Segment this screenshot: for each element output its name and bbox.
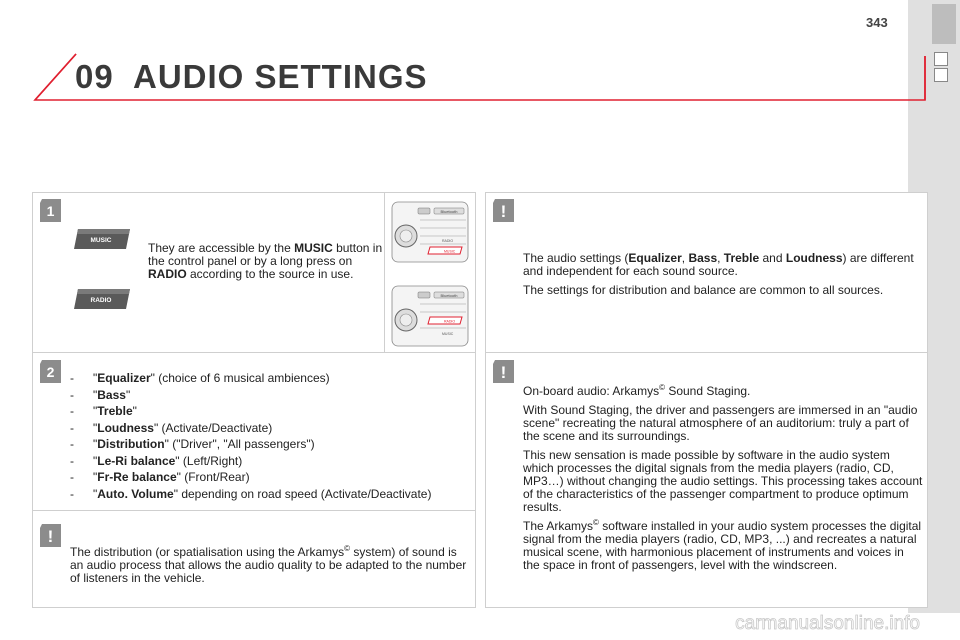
svg-text:!: ! [47,527,54,546]
svg-text:MUSIC: MUSIC [90,237,112,244]
control-panel-music-illustration [390,198,470,266]
divider [33,510,475,511]
svg-text:RADIO: RADIO [444,319,456,324]
list-item: - "Treble" [70,404,137,418]
warning-icon [491,358,516,385]
svg-text:MUSIC: MUSIC [442,332,454,336]
list-item: - "Fr-Re balance" (Front/Rear) [70,470,250,484]
list-item: - "Auto. Volume" depending on road speed (Activate/Deactivate) [70,486,432,501]
list-item: - "Loudness" (Activate/Deactivate) [70,420,273,435]
svg-text:!: ! [500,202,507,221]
arkamys-note: On-board audio: Arkamys© Sound Staging. With Sound Staging, the driver and passengers are immersed in an "audio scene" recreating the natural atmosphere of an auditorium: truly a part of the scene and its surroundings. This new sensation is made possible by software in the audio system which processes the digital signals from the media players (radio, CD, MP3…) without changing the audio settings. This processing takes account of the characteristics of the passenger compartment to produce optimum results. The Arkamys© software installed in your audio system processes the digital signal from the media players (radio, CD, MP3, ...) and recreates a natural musical scene, with harmonious placement of instruments and voices in the space in front of passengers, level with the windscreen. [523,383,923,572]
step-1-badge [38,197,63,224]
control-panel-radio-illustration [390,282,470,350]
list-item: - "Equalizer" (choice of 6 musical ambiences) [70,371,330,385]
svg-text:Bluetooth: Bluetooth [440,209,458,214]
svg-text:2: 2 [46,364,55,380]
distribution-note: The distribution (or spatialisation using the Arkamys© system) of sound is an audio process that allows the audio quality to be adapted to the number of listeners in the vehicle. [70,544,467,585]
settings-list [70,370,470,502]
divider [486,352,927,353]
music-button-icon [72,226,132,252]
divider [33,352,475,353]
svg-text:Bluetooth: Bluetooth [440,293,458,298]
svg-text:RADIO: RADIO [442,239,454,243]
chapter-title: AUDIO SETTINGS [133,58,428,95]
svg-text:!: ! [500,363,507,382]
list-item: - "Bass" [70,387,131,402]
step-2-badge [38,358,63,385]
list-item: - "Le-Ri balance" (Left/Right) [70,453,243,468]
svg-text:MUSIC: MUSIC [444,249,456,254]
warning-icon [38,522,63,549]
warning-icon [491,197,516,224]
audio-settings-note: The audio settings (Equalizer, Bass, Treble and Loudness) are different and independent for each sound source. The settings for distribution and balance are common to all sources. [523,251,914,297]
watermark [570,610,930,634]
svg-text:carmanualsonline.info: carmanualsonline.info [735,613,920,634]
divider [384,193,385,352]
page-number: 343 [866,15,888,30]
access-instructions: They are accessible by the MUSIC button in the control panel or by a long press on RADIO according to the source in use. [148,241,383,281]
radio-button-icon [72,286,132,312]
list-item: - "Distribution" ("Driver", "All passengers") [70,437,315,451]
svg-text:RADIO: RADIO [90,297,112,304]
svg-text:1: 1 [46,203,55,219]
chapter-number: 09 [75,58,114,95]
